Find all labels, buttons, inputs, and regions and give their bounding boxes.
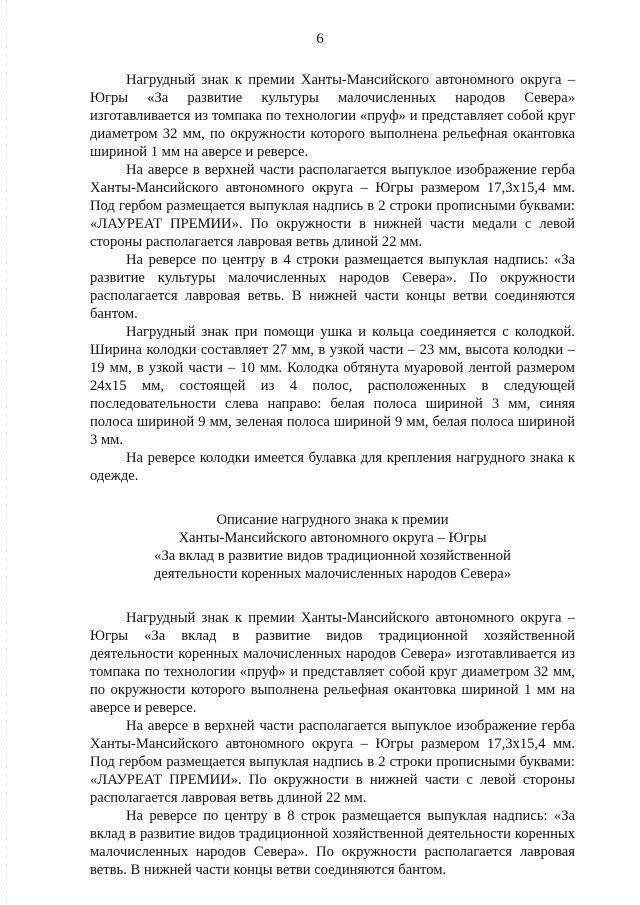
paragraph-badge-traditional-reverse: На реверсе по центру в 8 строк размещается выпуклая надпись: «За вклад в развитие видов традиционной хозяйственной деятельности коренных малочисленных народов Севера». По окружности располагается лавровая ветвь. В нижней части концы ветви соединяются бантом. (90, 808, 575, 878)
section-heading-line-3: «За вклад в развитие видов традиционной хозяйственной (154, 548, 511, 564)
paragraph-badge-culture-intro: Нагрудный знак к премии Ханты-Мансийского автономного округа – Югры «За развитие культуры малочисленных народов Севера» изготавливается из томпака по технологии «пруф» и представляет собой круг диаметром 32 мм, по окружности которого выполнена рельефная окантовка шириной 1 мм на аверсе и реверсе. (90, 72, 575, 160)
section-heading-line-2: Ханты-Мансийского автономного округа – Югры (178, 530, 487, 546)
paragraph-badge-culture-obverse: На аверсе в верхней части располагается выпуклое изображение герба Ханты-Мансийского автономного округа – Югры размером 17,3х15,4 мм. Под гербом размещается выпуклая надпись в 2 строки прописными буквами: «ЛАУРЕАТ ПРЕМИИ». По окружности в нижней части медали с левой стороны располагается лавровая ветвь длиной 22 мм. (90, 162, 575, 250)
section-heading-line-1: Описание нагрудного знака к премии (216, 512, 449, 528)
paragraph-badge-culture-pin: На реверсе колодки имеется булавка для крепления нагрудного знака к одежде. (90, 450, 575, 484)
scan-edge-artifact (6, 0, 7, 905)
paragraph-badge-culture-reverse: На реверсе по центру в 4 строки размещается выпуклая надпись: «За развитие культуры малочисленных народов Севера». По окружности располагается лавровая ветвь. В нижней части концы ветви соединяются бантом. (90, 252, 575, 322)
page-number: 6 (316, 31, 324, 47)
paragraph-badge-traditional-obverse: На аверсе в верхней части располагается выпуклое изображение герба Ханты-Мансийского автономного округа – Югры размером 17,3х15,4 мм. Под гербом размещается выпуклая надпись в 2 строки прописными буквами: «ЛАУРЕАТ ПРЕМИИ». По окружности в нижней части с левой стороны располагается лавровая ветвь длиной 22 мм. (90, 718, 575, 806)
document-body (90, 71, 575, 879)
paragraph-badge-culture-ribbon: Нагрудный знак при помощи ушка и кольца соединяется с колодкой. Ширина колодки составляет 27 мм, в узкой части – 23 мм, высота колодки – 19 мм, в узкой части – 10 мм. Колодка обтянута муаровой лентой размером 24х15 мм, состоящей из 4 полос, расположенных в следующей последовательности слева направо: белая полоса шириной 3 мм, синяя полоса шириной 9 мм, зеленая полоса шириной 9 мм, белая полоса шириной 3 мм. (90, 324, 575, 448)
section-heading (90, 511, 575, 583)
paragraph-badge-traditional-intro: Нагрудный знак к премии Ханты-Мансийского автономного округа – Югры «За вклад в развитие видов традиционной хозяйственной деятельности коренных малочисленных народов Севера» изготавливается из томпака по технологии «пруф» и представляет собой круг диаметром 32 мм, по окружности которого выполнена рельефная окантовка шириной 1 мм на аверсе и реверсе. (90, 610, 575, 716)
section-heading-line-4: деятельности коренных малочисленных народов Севера» (153, 566, 512, 582)
